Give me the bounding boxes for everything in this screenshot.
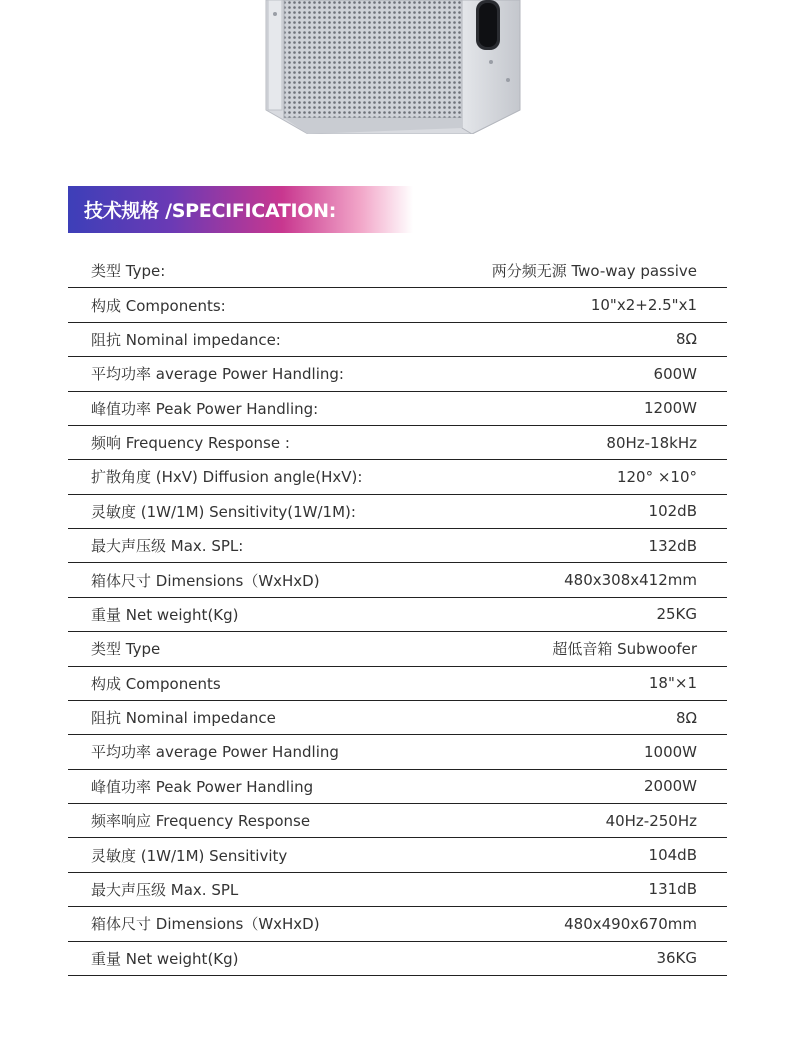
spec-value: 36KG bbox=[656, 949, 697, 968]
spec-value: 600W bbox=[653, 364, 697, 383]
spec-row bbox=[68, 632, 727, 666]
spec-row bbox=[68, 357, 727, 391]
spec-row bbox=[68, 942, 727, 976]
spec-value: 超低音箱 Subwoofer bbox=[552, 640, 697, 659]
spec-label: 平均功率 average Power Handling bbox=[91, 743, 339, 762]
spec-label: 灵敏度 (1W/1M) Sensitivity bbox=[91, 846, 288, 865]
spec-row bbox=[68, 529, 727, 563]
spec-label: 灵敏度 (1W/1M) Sensitivity(1W/1M): bbox=[91, 502, 356, 521]
spec-label: 类型 Type bbox=[91, 640, 161, 659]
spec-label: 最大声压级 Max. SPL: bbox=[91, 537, 244, 556]
spec-label: 类型 Type: bbox=[91, 262, 166, 281]
spec-label: 峰值功率 Peak Power Handling bbox=[91, 777, 314, 796]
spec-row bbox=[68, 598, 727, 632]
spec-value: 10"x2+2.5"x1 bbox=[590, 296, 697, 315]
spec-value: 131dB bbox=[648, 880, 697, 899]
spec-label: 箱体尺寸 Dimensions（WxHxD) bbox=[91, 571, 320, 590]
spec-label: 频率响应 Frequency Response bbox=[91, 812, 311, 831]
spec-label: 构成 Components bbox=[91, 674, 221, 693]
spec-value: 2000W bbox=[643, 777, 697, 796]
speaker-cabinet-image bbox=[262, 0, 524, 134]
spec-row bbox=[68, 873, 727, 907]
spec-row bbox=[68, 563, 727, 597]
spec-value: 8Ω bbox=[675, 708, 697, 727]
spec-row bbox=[68, 804, 727, 838]
spec-value: 104dB bbox=[648, 846, 697, 865]
spec-row bbox=[68, 323, 727, 357]
spec-value: 120° ×10° bbox=[616, 467, 697, 486]
spec-label: 扩散角度 (HxV) Diffusion angle(HxV): bbox=[91, 468, 363, 487]
spec-value: 两分频无源 Two-way passive bbox=[491, 262, 697, 281]
spec-value: 480x490x670mm bbox=[564, 914, 697, 933]
spec-row bbox=[68, 460, 727, 494]
spec-row bbox=[68, 254, 727, 288]
spec-label: 构成 Components: bbox=[91, 296, 226, 315]
product-image-area bbox=[0, 0, 800, 175]
specification-heading-banner bbox=[68, 186, 413, 233]
spec-label: 箱体尺寸 Dimensions（WxHxD) bbox=[91, 915, 320, 934]
spec-row bbox=[68, 288, 727, 322]
spec-value: 8Ω bbox=[675, 330, 697, 349]
spec-value: 18"×1 bbox=[648, 674, 697, 693]
spec-label: 平均功率 average Power Handling: bbox=[91, 365, 344, 384]
spec-row bbox=[68, 392, 727, 426]
spec-row bbox=[68, 907, 727, 941]
spec-row bbox=[68, 495, 727, 529]
specification-heading: 技术规格 /SPECIFICATION: bbox=[84, 200, 337, 222]
spec-row bbox=[68, 770, 727, 804]
spec-row bbox=[68, 701, 727, 735]
spec-value: 25KG bbox=[656, 605, 697, 624]
spec-table bbox=[68, 254, 727, 976]
spec-value: 132dB bbox=[648, 536, 697, 555]
spec-value: 80Hz-18kHz bbox=[606, 433, 697, 452]
spec-label: 阻抗 Nominal impedance: bbox=[91, 330, 281, 349]
spec-value: 40Hz-250Hz bbox=[605, 811, 697, 830]
spec-value: 1200W bbox=[643, 399, 697, 418]
spec-value: 480x308x412mm bbox=[564, 571, 697, 590]
spec-value: 102dB bbox=[648, 502, 697, 521]
spec-label: 重量 Net weight(Kg) bbox=[91, 605, 239, 624]
spec-label: 峰值功率 Peak Power Handling: bbox=[91, 399, 319, 418]
spec-label: 最大声压级 Max. SPL bbox=[91, 880, 239, 899]
spec-value: 1000W bbox=[643, 742, 697, 761]
spec-label: 频响 Frequency Response : bbox=[91, 434, 290, 453]
spec-label: 阻抗 Nominal impedance bbox=[91, 709, 276, 728]
spec-row bbox=[68, 838, 727, 872]
spec-row bbox=[68, 426, 727, 460]
spec-row bbox=[68, 735, 727, 769]
spec-label: 重量 Net weight(Kg) bbox=[91, 949, 239, 968]
spec-row bbox=[68, 667, 727, 701]
